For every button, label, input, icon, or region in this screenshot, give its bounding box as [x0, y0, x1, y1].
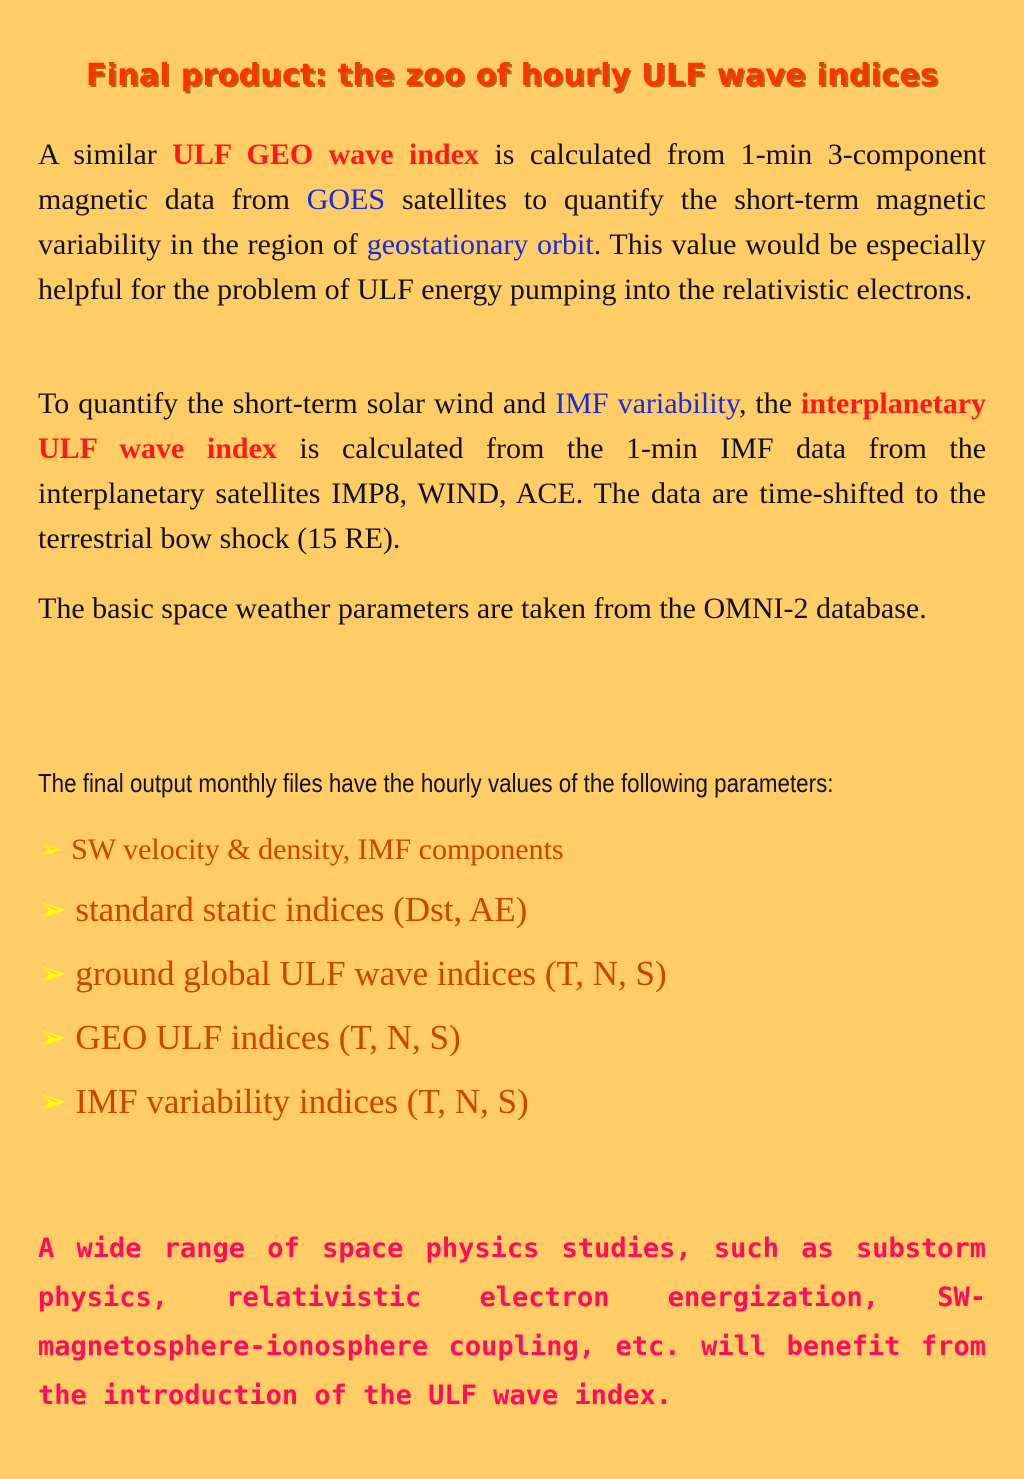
text-span: is calculated from the 1-min IMF data from the interplanetary satellites IMP8, WIND, ACE. The data are time-shifted to the terrestrial bow shock (15 RE).: [38, 432, 987, 555]
paragraph-imf-index: [38, 381, 986, 561]
output-intro-text: The final output monthly files have the hourly values of the following parameters:: [38, 768, 834, 798]
link-imf-variability[interactable]: IMF variability: [555, 387, 739, 420]
arrow-bullet-icon: ➢: [38, 1018, 68, 1057]
list-item: [38, 890, 527, 930]
text-span: A similar: [38, 138, 173, 171]
list-item-label: IMF variability indices (T, N, S): [75, 1082, 529, 1121]
list-item: [38, 1018, 461, 1058]
paragraph-omni: The basic space weather parameters are taken from the OMNI-2 database.: [38, 592, 927, 625]
list-item-label: GEO ULF indices (T, N, S): [75, 1018, 461, 1057]
paragraph-geo-index: [38, 132, 986, 312]
text-span: is calculated from 1-min 3-component magnetic data from: [38, 138, 986, 216]
highlight-interplanetary-ulf-wave-index: interplanetary ULF wave index: [38, 387, 987, 465]
text-span: To quantify the short-term solar wind and: [38, 387, 556, 420]
text-span: , the: [738, 387, 802, 420]
list-item-label: standard static indices (Dst, AE): [75, 890, 528, 929]
link-goes[interactable]: GOES: [306, 183, 386, 216]
list-item: [38, 1082, 529, 1122]
text-span: . This value would be especially helpful for the problem of ULF energy pumping into the relativistic electrons.: [38, 228, 986, 306]
page-title: Final product: the zoo of hourly ULF wave indices: [85, 58, 939, 93]
arrow-bullet-icon: ➢: [38, 1082, 68, 1121]
list-item: [38, 832, 564, 867]
list-item: [38, 954, 667, 994]
arrow-bullet-icon: ➢: [38, 833, 64, 866]
arrow-bullet-icon: ➢: [38, 954, 68, 993]
list-item-label: SW velocity & density, IMF components: [71, 833, 564, 866]
list-item-label: ground global ULF wave indices (T, N, S): [75, 954, 667, 993]
text-span: satellites to quantify the short-term magnetic variability in the region of: [38, 183, 986, 261]
link-geostationary-orbit[interactable]: geostationary orbit: [366, 228, 594, 261]
arrow-bullet-icon: ➢: [38, 890, 68, 929]
conclusion-text: A wide range of space physics studies, such as substorm physics, relativistic electron energization, SW-magnetosphere-ionosphere coupling, etc. will benefit from the introduction of the ULF wave index.: [38, 1233, 986, 1411]
highlight-ulf-geo-wave-index: ULF GEO wave index: [172, 138, 480, 171]
